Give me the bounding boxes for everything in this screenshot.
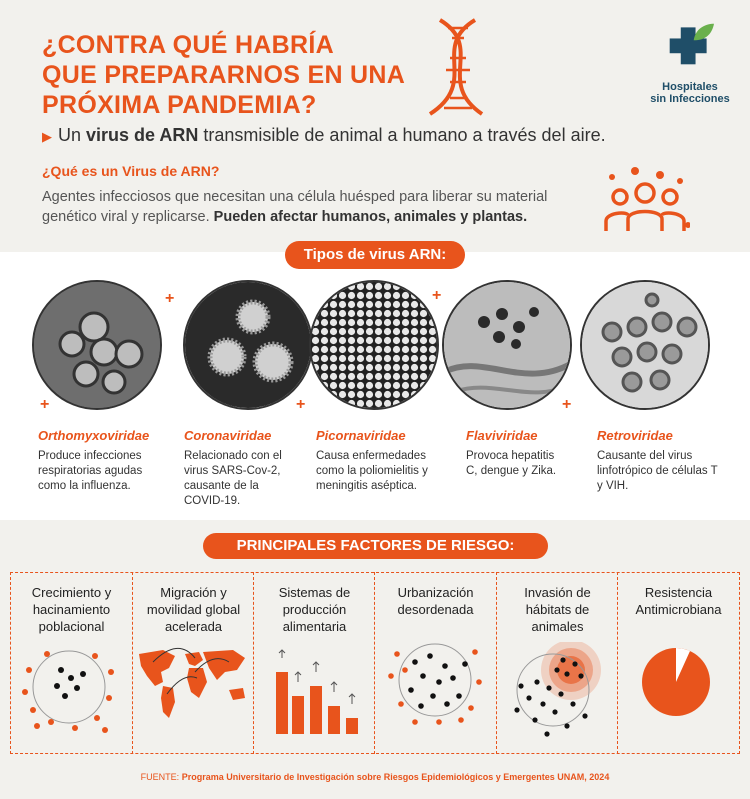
risk-factor-migration <box>133 572 254 754</box>
logo <box>640 20 740 105</box>
risk-factor-label: Sistemas de producción alimentaria <box>278 585 351 634</box>
virus-description: Relacionado con el virus SARS-Cov-2, causante de la COVID-19. <box>184 450 282 507</box>
risk-factor-label: Resistencia Antimicrobiana <box>635 585 722 617</box>
virus-name: Retroviridae <box>597 428 673 443</box>
plus-icon: + <box>296 396 306 413</box>
virus-description: Causa enfermedades como la poliomielitis y meningitis aséptica. <box>316 450 428 492</box>
dna-icon <box>410 12 500 122</box>
plus-icon: + <box>562 396 572 413</box>
risk-factor-antimicrobial-resistance <box>618 572 739 754</box>
plus-icon: + <box>40 396 50 413</box>
micrograph-graphic <box>444 282 572 410</box>
virus-name: Flaviviridae <box>466 428 538 443</box>
intro-text <box>42 125 682 146</box>
risk-factor-population <box>11 572 132 754</box>
intro-bold: virus de ARN <box>86 125 199 145</box>
title-line: PRÓXIMA PANDEMIA? <box>42 91 317 119</box>
risk-factor-food-systems <box>254 572 375 754</box>
micrograph-graphic <box>582 282 710 410</box>
retroviridae-image <box>580 280 710 410</box>
risk-factor-label: Migración y movilidad global acelerada <box>146 585 241 634</box>
scatter-dots-graphic <box>375 642 496 752</box>
risk-factor-label: Crecimiento y hacinamiento poblacional <box>31 585 112 634</box>
virus-name: Coronaviridae <box>184 428 272 443</box>
source-prefix: FUENTE: <box>140 772 182 782</box>
world-map-icon <box>133 642 254 752</box>
picornaviridae-image <box>309 280 442 410</box>
habitat-dots-graphic <box>497 642 618 752</box>
virus-description: Produce infecciones respiratorias agudas como la influenza. <box>38 450 143 492</box>
micrograph-graphic <box>311 282 442 410</box>
definition-text <box>42 187 602 227</box>
intro-suffix: transmisible de animal a humano a través del aire. <box>198 125 606 145</box>
definition-bold: Pueden afectar humanos, animales y plantas. <box>213 209 528 225</box>
title-line: QUE PREPARARNOS EN UNA <box>42 61 406 89</box>
logo-text: sin Infecciones <box>650 93 730 105</box>
orthomyxoviridae-image <box>32 280 162 410</box>
virus-name: Orthomyxoviridae <box>38 428 150 443</box>
page-title <box>42 30 462 120</box>
source-note <box>0 772 750 782</box>
flaviviridae-image <box>442 280 572 410</box>
risk-factor-habitat-invasion <box>497 572 618 754</box>
plus-icon: + <box>165 290 175 307</box>
source-text: Programa Universitario de Investigación sobre Riesgos Epidemiológicos y Emergentes UNAM, 2024 <box>181 772 610 782</box>
title-line: ¿CONTRA QUÉ HABRÍA <box>42 31 334 59</box>
hospital-cross-icon <box>666 20 714 68</box>
risk-factor-label: Invasión de hábitats de animales <box>524 585 591 634</box>
section-heading: ¿Qué es un Virus de ARN? <box>42 163 220 179</box>
risk-factor-urbanization <box>375 572 496 754</box>
virus-description: Causante del virus linfotrópico de células T y VIH. <box>597 450 718 492</box>
risk-factor-label: Urbanización desordenada <box>397 585 474 617</box>
intro-prefix: Un <box>58 125 87 145</box>
virus-name: Picornaviridae <box>316 428 406 443</box>
definition-body: Agentes infecciosos que necesitan una célula huésped para liberar su material genético viral y replicarse. <box>42 189 548 225</box>
people-virus-icon <box>600 163 690 238</box>
logo-text: Hospitales <box>662 81 718 93</box>
virus-types-title: Tipos de virus ARN: <box>285 241 465 269</box>
crowd-dots-graphic <box>11 642 132 752</box>
bar-graphic <box>254 642 375 752</box>
plus-icon: + <box>432 287 442 304</box>
coronaviridae-image <box>183 280 313 410</box>
micrograph-graphic <box>185 282 313 410</box>
risk-factors-title: PRINCIPALES FACTORES DE RIESGO: <box>203 533 548 559</box>
triangle-bullet-icon: ▶ <box>42 129 52 144</box>
virus-description: Provoca hepatitis C, dengue y Zika. <box>466 450 557 477</box>
micrograph-graphic <box>34 282 162 410</box>
pie-graphic <box>618 642 739 752</box>
